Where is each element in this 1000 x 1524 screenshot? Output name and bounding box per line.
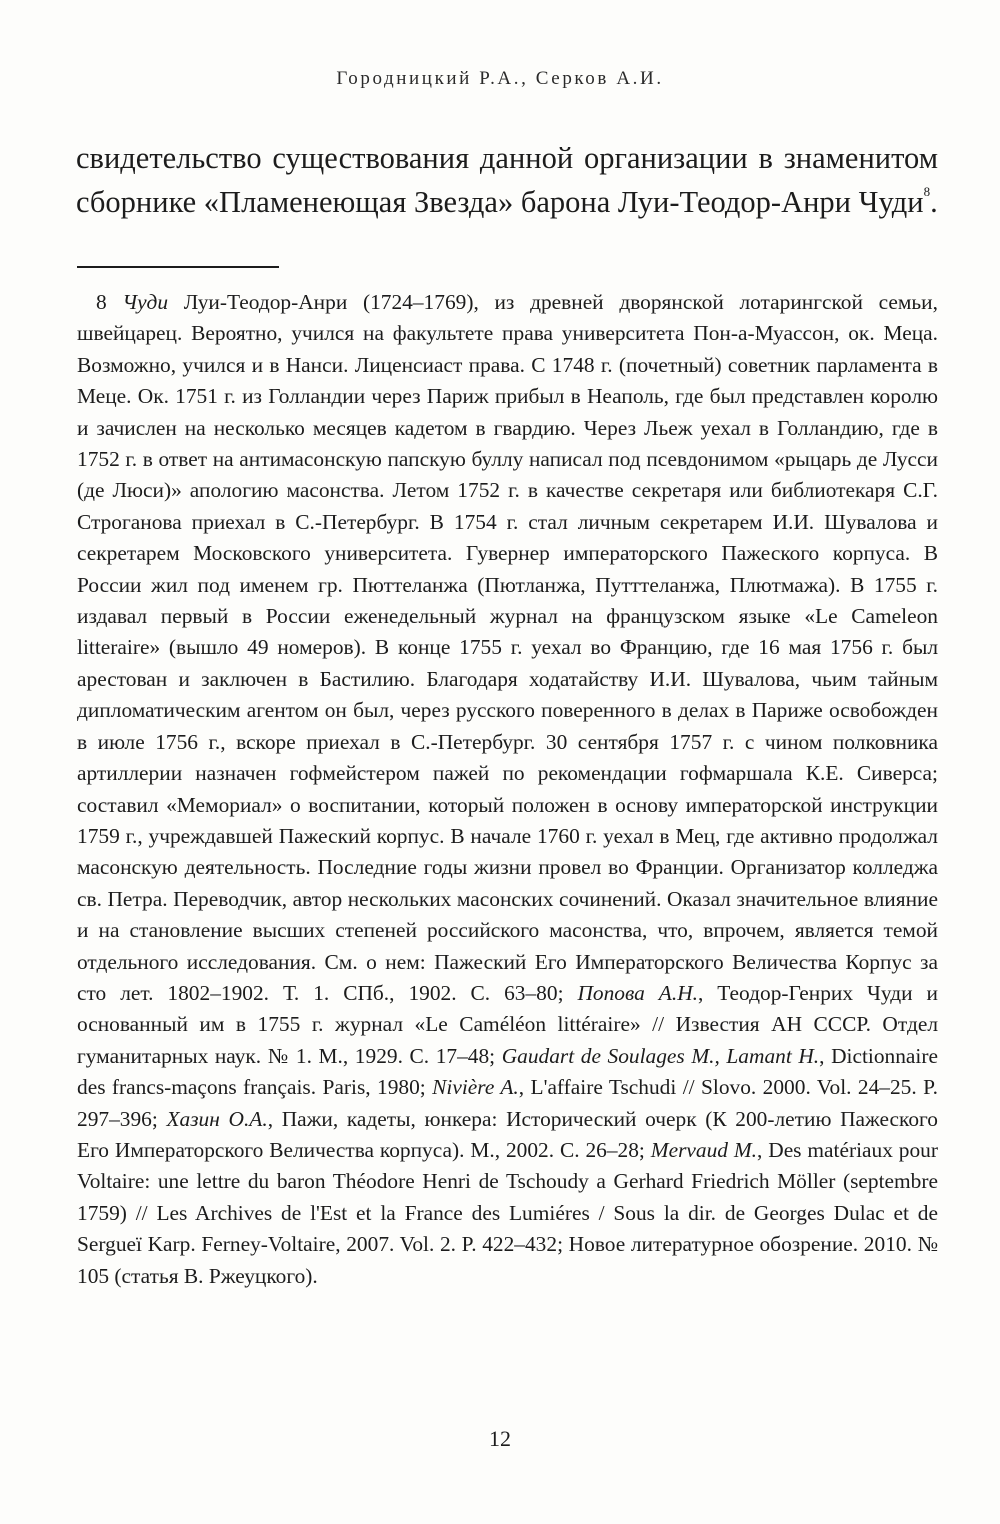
footnote-text: , Теодор-Генрих Чуди и основанный им в 1755 г. журнал «Le Caméléon littéraire» // Известия АН СССР. Отдел гуманитарных наук. № 1. М., 1929. С. 17–48;: [77, 980, 938, 1068]
footnote-text: , Пажи, кадеты, юнкера: Исторический очерк (К 200-летию Пажеского Его Императорского Величества корпуса). М., 2002. С. 26–28;: [77, 1106, 938, 1162]
footnote: [77, 287, 938, 1292]
footnote-number: 8: [96, 290, 107, 314]
footnote-author: Mervaud M.: [650, 1137, 758, 1162]
footnote-text: , L'affaire Tschudi // Slovo. 2000. Vol. 24–25. P. 297–396;: [77, 1075, 938, 1131]
footnote-author: Попова А.Н.: [577, 980, 698, 1005]
footnote-name: Чуди: [122, 290, 169, 314]
footnote-text: , Dictionnaire des francs-maçons français. Paris, 1980;: [77, 1043, 938, 1100]
footnote-paragraph: [77, 287, 938, 1292]
footnote-text: , Des matériaux pour Voltaire: une lettre du baron Théodore Henri de Tschoudy a Gerhard Friedrich Möller (septembre 1759) // Les Archives de l'Est et la France des Lumiéres / Sous la dir. de Georges Dulac et de Sergueï Karp. Ferney-Voltaire, 2007. Vol. 2. P. 422–432; Новое литературное обозрение. 2010. № 105 (статья В. Ржеуцкого).: [77, 1137, 938, 1288]
footnote-author: Gaudart de Soulages M., Lamant H.: [501, 1043, 820, 1068]
page-number: 12: [489, 1426, 511, 1451]
footnote-text: Луи-Теодор-Анри (1724–1769), из древней дворянской лотарингской семьи, швейцарец. Вероятно, учился на факультете права университета Пон-а-Муассон, ок. Меца. Возможно, учился и в Нанси. Лиценсиаст права. С 1748 г. (почетный) советник парламента в Меце. Ок. 1751 г. из Голландии через Париж прибыл в Неаполь, где был представлен королю и зачислен на несколько месяцев кадетом в гвардию. Через Льеж уехал в Голландию, где в 1752 г. в ответ на антимасонскую папскую буллу написал под псевдонимом «рыцарь де Лусси (де Люси)» апологию масонства. Летом 1752 г. в качестве секретаря или библиотекаря С.Г. Строганова приехал в С.-Петербург. В 1754 г. стал личным секретарем И.И. Шувалова и секретарем Московского университета. Гувернер императорского Пажеского корпуса. В России жил под именем гр. Пюттеланжа (Пютланжа, Путттеланжа, Плютмажа). В 1755 г. издавал первый в России еженедельный журнал на французском языке «Le Cameleon litteraire» (вышло 49 номеров). В конце 1755 г. уехал во Францию, где 16 мая 1756 г. был арестован и заключен в Бастилию. Благодаря ходатайству И.И. Шувалова, чьим тайным дипломатическим агентом он был, через русского поверенного в делах в Париже освобожден в июле 1756 г., вскоре приехал в С.-Петербург. 30 сентября 1757 г. с чином полковника артиллерии назначен гофмейстером пажей по рекомендации гофмаршала К.Е. Сиверса; составил «Мемориал» о воспитании, который положен в основу императорской инструкции 1759 г., учреждавшей Пажеский корпус. В начале 1760 г. уехал в Мец, где активно продолжал масонскую деятельность. Последние годы жизни провел во Франции. Организатор колледжа св. Петра. Переводчик, автор нескольких масонских сочинений. Оказал значительное влияние и на становление высших степеней российского масонства, что, впрочем, является темой отдельного исследования. См. о нем: Пажеский Его Императорского Величества Корпус за сто лет. 1802–1902. Т. 1. СПб., 1902. С. 63–80;: [77, 290, 938, 1005]
running-head: Городницкий Р.А., Серков А.И.: [336, 68, 664, 89]
footnote-reference: 8: [923, 184, 931, 199]
footnote-author: Хазин О.А.: [166, 1106, 268, 1131]
main-paragraph: [76, 136, 938, 224]
main-text: свидетельство существования данной организации в знаменитом сборнике «Пламенеющая Звезда» барона Луи-Теодор-Анри Чуди: [76, 141, 938, 219]
footnote-author: Nivière A.: [432, 1075, 519, 1100]
main-text-end: .: [930, 185, 938, 219]
footnote-separator: [77, 266, 279, 268]
